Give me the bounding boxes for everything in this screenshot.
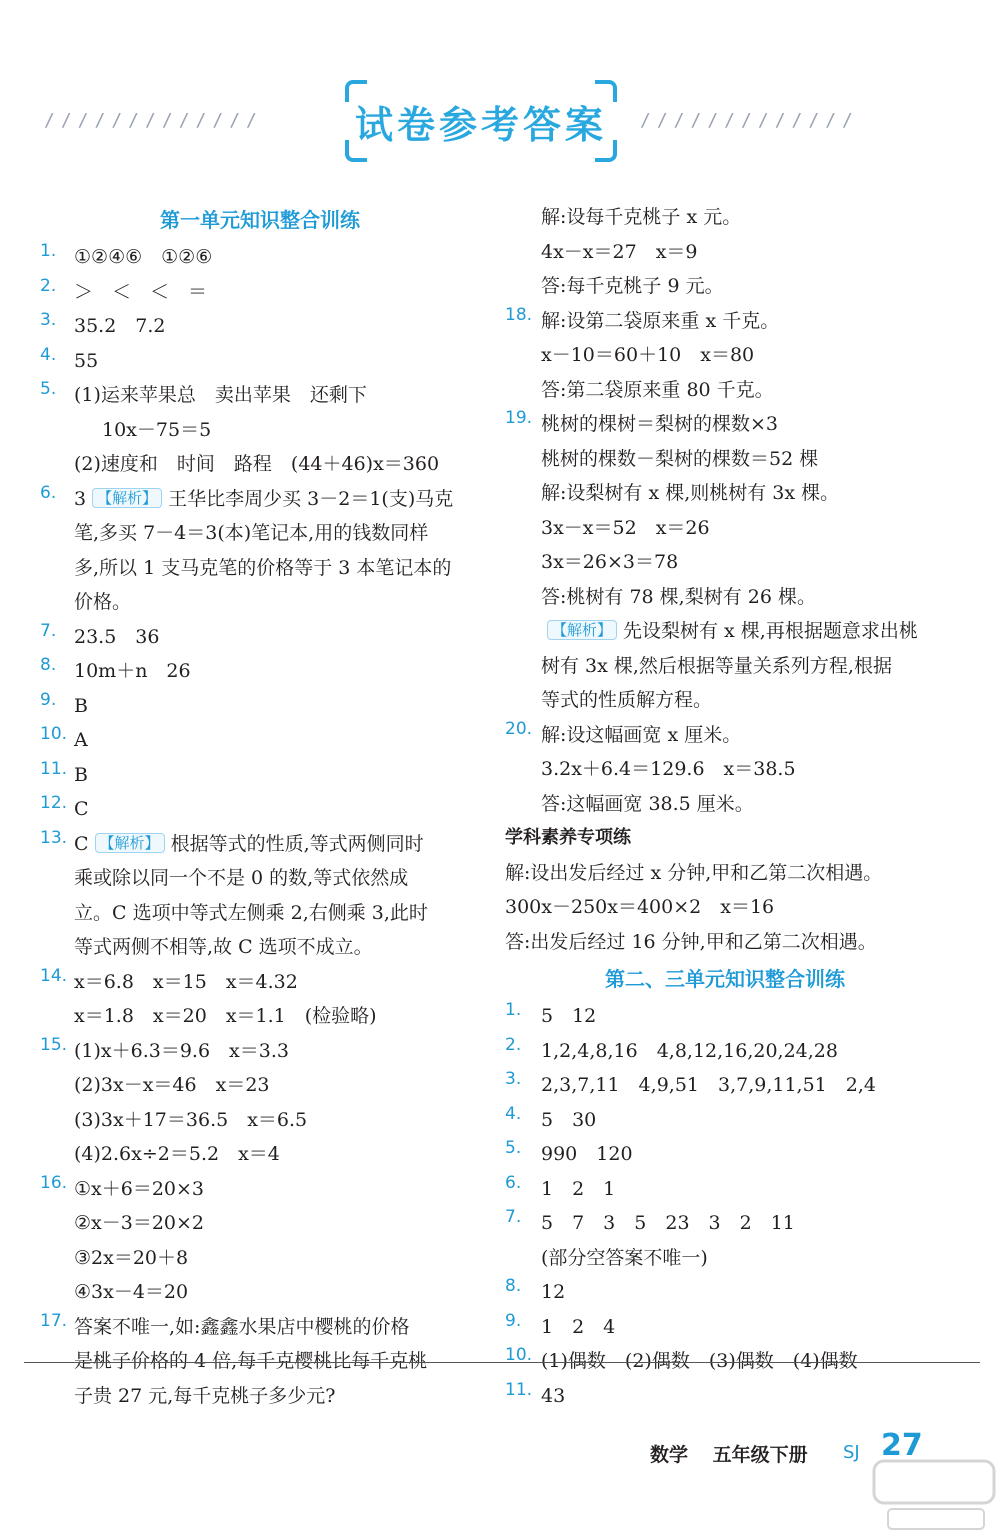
answer-text-content: ③2x＝20＋8 xyxy=(74,1246,189,1269)
answer-line xyxy=(505,649,945,684)
header-hatch-left: ///////////// xyxy=(44,110,263,130)
answer-line xyxy=(40,585,480,620)
answer-text xyxy=(40,447,480,482)
question-number: 16. xyxy=(40,1172,68,1193)
answer-text xyxy=(505,1310,945,1345)
answer-line xyxy=(40,1137,480,1172)
answer-line xyxy=(40,516,480,551)
answer-text xyxy=(505,614,945,649)
answer-text-content: 3x＝26×3＝78 xyxy=(541,551,679,573)
answer-line xyxy=(505,511,945,546)
answer-line xyxy=(40,1310,480,1345)
answer-text xyxy=(40,723,480,758)
question-number: 1. xyxy=(40,241,57,261)
answer-line xyxy=(40,1103,480,1138)
question-number: 4. xyxy=(40,344,57,365)
answer-line xyxy=(505,752,945,787)
answer-text xyxy=(505,752,945,787)
answer-text xyxy=(40,1206,480,1241)
answer-text xyxy=(505,1034,945,1069)
question-number: 17. xyxy=(40,1310,68,1331)
answer-line xyxy=(505,787,945,822)
answer-text-content: 10x－75＝5 xyxy=(102,418,212,441)
special-practice-answers xyxy=(505,856,945,960)
answer-text xyxy=(505,1172,945,1207)
question-number: 11. xyxy=(40,758,68,779)
answer-line xyxy=(40,723,480,758)
footer-info xyxy=(650,1440,826,1467)
answer-text-content: 3.2x＋6.4＝129.6 x＝38.5 xyxy=(541,758,796,780)
answer-text-content: 5 7 3 5 23 3 2 11 xyxy=(541,1212,795,1234)
answer-list xyxy=(40,240,480,1413)
answer-text xyxy=(40,861,480,896)
answer-line xyxy=(505,442,945,477)
answer-text xyxy=(505,580,945,615)
question-number: 6. xyxy=(505,1172,522,1193)
question-number: 9. xyxy=(40,689,57,710)
answer-text-content: 1 2 4 xyxy=(541,1315,616,1338)
analysis-tag: 【解析】 xyxy=(92,488,162,508)
answer-list xyxy=(505,999,945,1413)
question-number: 20. xyxy=(505,718,533,739)
answer-text-content: 4x－x＝27 x＝9 xyxy=(541,240,698,263)
answer-line xyxy=(505,1275,945,1310)
answer-line xyxy=(40,930,480,965)
answer-line xyxy=(505,338,945,373)
answer-line xyxy=(40,482,480,517)
answer-text-content: (2)速度和 时间 路程 (44＋46)x＝360 xyxy=(74,453,440,475)
answer-text xyxy=(505,269,945,304)
answer-text-content: 2,3,7,11 4,9,51 3,7,9,11,51 2,4 xyxy=(541,1074,876,1096)
right-column xyxy=(505,200,945,1413)
answer-line xyxy=(40,689,480,724)
answer-line xyxy=(40,861,480,896)
answer-text-content: x－10＝60＋10 x＝80 xyxy=(541,344,755,366)
question-number: 8. xyxy=(40,655,57,675)
answer-text xyxy=(505,718,945,753)
answer-line xyxy=(40,999,480,1034)
answer-text xyxy=(505,200,945,235)
answer-text-content: 答:桃树有 78 棵,梨树有 26 棵。 xyxy=(541,585,816,608)
answer-line xyxy=(505,718,945,753)
answer-text xyxy=(40,654,480,689)
answer-text xyxy=(40,344,480,379)
question-number: 13. xyxy=(40,827,68,848)
answer-line xyxy=(40,654,480,689)
question-number: 6. xyxy=(40,482,57,503)
page-header xyxy=(0,70,1007,170)
analysis-tag: 【解析】 xyxy=(95,833,165,853)
section-title: 第一单元知识整合训练 xyxy=(160,208,360,232)
answer-line xyxy=(40,620,480,655)
answer-text xyxy=(40,965,480,1000)
answer-line xyxy=(40,551,480,586)
answer-text xyxy=(40,1172,480,1207)
answer-line xyxy=(40,827,480,862)
answer-line xyxy=(505,1241,945,1276)
edition-code: SJ xyxy=(843,1442,860,1463)
answer-line xyxy=(40,758,480,793)
answer-line xyxy=(505,1172,945,1207)
answer-text-content: 乘或除以同一个不是 0 的数,等式依然成 xyxy=(74,867,409,889)
question-number: 11. xyxy=(505,1379,533,1400)
answer-line xyxy=(40,1034,480,1069)
question-number: 10. xyxy=(505,1345,533,1365)
answer-line xyxy=(505,1137,945,1172)
question-number: 2. xyxy=(505,1034,522,1055)
answer-line xyxy=(505,373,945,408)
answer-line xyxy=(505,235,945,270)
answer-text xyxy=(505,683,945,718)
analysis-tag: 【解析】 xyxy=(547,620,617,640)
answer-text-content: C xyxy=(74,798,89,820)
answer-text xyxy=(505,476,945,511)
answer-line xyxy=(505,1068,945,1103)
answer-text xyxy=(40,1275,480,1310)
special-practice-title: 学科素养专项练 xyxy=(505,827,631,848)
question-number: 7. xyxy=(40,620,57,641)
answer-text-content: 5 12 xyxy=(541,1005,597,1027)
answer-line xyxy=(505,1103,945,1138)
special-line xyxy=(505,890,945,925)
footer-divider xyxy=(24,1362,980,1363)
answer-choice: 3 xyxy=(74,487,87,510)
special-text: 300x－250x＝400×2 x＝16 xyxy=(505,896,775,918)
answer-text-content: 解:设每千克桃子 x 元。 xyxy=(541,206,742,228)
answer-line xyxy=(40,413,480,448)
answer-text xyxy=(40,1137,480,1172)
special-line xyxy=(505,925,945,960)
answer-text xyxy=(40,275,480,310)
answer-text xyxy=(40,1241,480,1276)
answer-text-content: 笔,多买 7－4＝3(本)笔记本,用的钱数同样 xyxy=(74,522,429,544)
footer-subject: 数学 xyxy=(650,1444,689,1466)
answer-line xyxy=(505,580,945,615)
answer-text xyxy=(505,545,945,580)
answer-text xyxy=(40,378,480,413)
answer-text-content: 王华比李周少买 3－2＝1(支)马克 xyxy=(168,487,454,510)
answer-line xyxy=(40,1275,480,1310)
watermark-logo xyxy=(868,1455,1003,1535)
answer-text-content: x＝1.8 x＝20 x＝1.1 (检验略) xyxy=(74,1005,377,1027)
answer-text-content: (3)3x＋17＝36.5 x＝6.5 xyxy=(74,1108,308,1131)
answer-choice: C xyxy=(74,832,89,855)
question-number: 12. xyxy=(40,793,68,813)
answer-line xyxy=(40,1172,480,1207)
answer-text-content: 12 xyxy=(541,1281,566,1303)
question-number: 18. xyxy=(505,304,533,325)
answer-text xyxy=(40,482,480,517)
answer-line xyxy=(40,1206,480,1241)
answer-text-content: 立。C 选项中等式左侧乘 2,右侧乘 3,此时 xyxy=(74,901,428,924)
question-number: 5. xyxy=(505,1138,522,1158)
answer-text-content: 桃树的棵树＝梨树的棵数×3 xyxy=(541,413,779,435)
answer-text xyxy=(505,787,945,822)
question-number: 10. xyxy=(40,724,68,744)
answer-text-content: 答案不唯一,如:鑫鑫水果店中樱桃的价格 xyxy=(74,1315,410,1338)
answer-text-content: 23.5 36 xyxy=(74,625,160,648)
answer-text xyxy=(40,896,480,931)
answer-text xyxy=(40,1034,480,1069)
answer-text-content: 价格。 xyxy=(74,591,132,613)
answer-line xyxy=(40,1379,480,1414)
title-frame xyxy=(345,80,617,162)
answer-text xyxy=(505,511,945,546)
answer-text-content: (部分空答案不唯一) xyxy=(541,1246,708,1269)
answer-text-content: ＞ ＜ ＜ ＝ xyxy=(74,280,208,303)
answer-line xyxy=(505,200,945,235)
answer-text-content: 树有 3x 棵,然后根据等量关系列方程,根据 xyxy=(541,654,892,677)
answer-text xyxy=(505,649,945,684)
answer-text xyxy=(40,930,480,965)
answer-text-content: 解:设梨树有 x 棵,则桃树有 3x 棵。 xyxy=(541,482,840,504)
answer-text-content: 解:设第二袋原来重 x 千克。 xyxy=(541,309,780,332)
answer-text xyxy=(40,792,480,827)
page-title: 试卷参考答案 xyxy=(354,103,607,147)
answer-text-content: ①x＋6＝20×3 xyxy=(74,1177,205,1200)
answer-line xyxy=(505,683,945,718)
answer-line xyxy=(40,1241,480,1276)
answer-text xyxy=(40,758,480,793)
answer-text xyxy=(40,827,480,862)
header-hatch-right: ///////////// xyxy=(640,110,859,130)
answer-text xyxy=(505,1206,945,1241)
question-number: 3. xyxy=(40,310,57,330)
answer-line xyxy=(40,1068,480,1103)
answer-text-content: 答:第二袋原来重 80 千克。 xyxy=(541,378,774,401)
question-number: 1. xyxy=(505,1000,522,1020)
answer-text-content: B xyxy=(74,763,88,786)
answer-text-content: 1,2,4,8,16 4,8,12,16,20,24,28 xyxy=(541,1039,838,1062)
answer-text xyxy=(40,1103,480,1138)
answer-text xyxy=(40,999,480,1034)
answer-line xyxy=(40,447,480,482)
answer-text xyxy=(505,442,945,477)
answer-text-content: B xyxy=(74,694,88,717)
special-text: 解:设出发后经过 x 分钟,甲和乙第二次相遇。 xyxy=(505,861,883,884)
answer-text xyxy=(40,516,480,551)
answer-line xyxy=(505,999,945,1034)
question-number: 19. xyxy=(505,408,533,428)
answer-text-content: 桃树的棵数－梨树的棵数＝52 棵 xyxy=(541,447,819,470)
question-number: 14. xyxy=(40,965,68,986)
answer-line xyxy=(40,792,480,827)
answer-text xyxy=(505,407,945,442)
answer-text xyxy=(505,235,945,270)
answer-text xyxy=(505,338,945,373)
answer-list xyxy=(505,200,945,821)
answer-text-content: (1)偶数 (2)偶数 (3)偶数 (4)偶数 xyxy=(541,1350,858,1372)
answer-text-content: 根据等式的性质,等式两侧同时 xyxy=(170,832,424,855)
answer-text xyxy=(505,1379,945,1414)
left-column xyxy=(40,200,480,1413)
question-number: 9. xyxy=(505,1310,522,1331)
footer-grade: 五年级下册 xyxy=(712,1444,808,1466)
answer-text-content: 3x－x＝52 x＝26 xyxy=(541,516,710,539)
answer-text-content: 多,所以 1 支马克笔的价格等于 3 本笔记本的 xyxy=(74,556,452,579)
answer-text xyxy=(505,304,945,339)
answer-text-content: (4)2.6x÷2＝5.2 x＝4 xyxy=(74,1143,280,1165)
answer-text-content: ②x－3＝20×2 xyxy=(74,1212,205,1234)
answer-line xyxy=(505,269,945,304)
answer-text-content: 等式的性质解方程。 xyxy=(541,689,713,711)
answer-text-content: 43 xyxy=(541,1384,566,1407)
answer-text xyxy=(40,620,480,655)
answer-text xyxy=(40,413,480,448)
answer-line xyxy=(40,275,480,310)
answer-text xyxy=(505,373,945,408)
answer-text xyxy=(505,1068,945,1103)
answer-line xyxy=(505,407,945,442)
answer-text-content: (1)x＋6.3＝9.6 x＝3.3 xyxy=(74,1039,289,1062)
answer-text-content: 子贵 27 元,每千克桃子多少元? xyxy=(74,1384,336,1407)
answer-line xyxy=(505,304,945,339)
answer-text-content: ①②④⑥ ①②⑥ xyxy=(74,246,213,268)
special-line xyxy=(505,856,945,891)
answer-line xyxy=(505,1034,945,1069)
answer-text xyxy=(40,1068,480,1103)
answer-line xyxy=(505,476,945,511)
answer-line xyxy=(505,1379,945,1414)
question-number: 2. xyxy=(40,275,57,296)
answer-text-content: (1)运来苹果总 卖出苹果 还剩下 xyxy=(74,384,367,406)
answer-text-content: 35.2 7.2 xyxy=(74,315,166,337)
answer-text-content: 5 30 xyxy=(541,1108,597,1131)
answer-text xyxy=(40,689,480,724)
section-title: 第二、三单元知识整合训练 xyxy=(605,967,845,991)
question-number: 3. xyxy=(505,1069,522,1089)
answer-line xyxy=(40,344,480,379)
answer-line xyxy=(40,896,480,931)
answer-line xyxy=(505,1206,945,1241)
answer-text-content: 先设梨树有 x 棵,再根据题意求出桃 xyxy=(623,620,918,642)
answer-text xyxy=(40,551,480,586)
answer-text-content: ④3x－4＝20 xyxy=(74,1281,189,1303)
answer-text-content: 答:每千克桃子 9 元。 xyxy=(541,275,724,297)
answer-text xyxy=(40,1379,480,1414)
answer-text-content: 10m＋n 26 xyxy=(74,660,191,682)
answer-line xyxy=(40,309,480,344)
question-number: 5. xyxy=(40,379,57,399)
answer-line xyxy=(40,378,480,413)
answer-text xyxy=(40,1310,480,1345)
answer-text-content: 解:设这幅画宽 x 厘米。 xyxy=(541,723,742,746)
question-number: 4. xyxy=(505,1103,522,1124)
answer-text-content: 是桃子价格的 4 倍,每千克樱桃比每千克桃 xyxy=(74,1350,428,1372)
question-number: 8. xyxy=(505,1276,522,1296)
answer-line xyxy=(505,545,945,580)
question-number: 15. xyxy=(40,1034,68,1055)
answer-text-content: 55 xyxy=(74,349,99,372)
answer-text xyxy=(505,1103,945,1138)
answer-text-content: x＝6.8 x＝15 x＝4.32 xyxy=(74,970,298,993)
answer-text xyxy=(505,1137,945,1172)
answer-text xyxy=(40,309,480,344)
answer-line xyxy=(40,240,480,275)
special-text: 答:出发后经过 16 分钟,甲和乙第二次相遇。 xyxy=(505,930,877,953)
answer-text xyxy=(505,1275,945,1310)
answer-text xyxy=(505,1241,945,1276)
answer-line xyxy=(505,614,945,649)
question-number: 7. xyxy=(505,1207,522,1227)
answer-text xyxy=(40,585,480,620)
answer-text-content: (2)3x－x＝46 x＝23 xyxy=(74,1074,270,1096)
page-number: 27 xyxy=(881,1428,923,1463)
answer-line xyxy=(505,1310,945,1345)
answer-text xyxy=(40,240,480,275)
answer-text-content: 答:这幅画宽 38.5 厘米。 xyxy=(541,792,754,815)
answer-text-content: 等式两侧不相等,故 C 选项不成立。 xyxy=(74,936,373,958)
answer-text-content: A xyxy=(74,729,88,751)
answer-text xyxy=(505,999,945,1034)
answer-line xyxy=(40,965,480,1000)
answer-text-content: 1 2 1 xyxy=(541,1177,616,1200)
answer-text-content: 990 120 xyxy=(541,1143,633,1165)
